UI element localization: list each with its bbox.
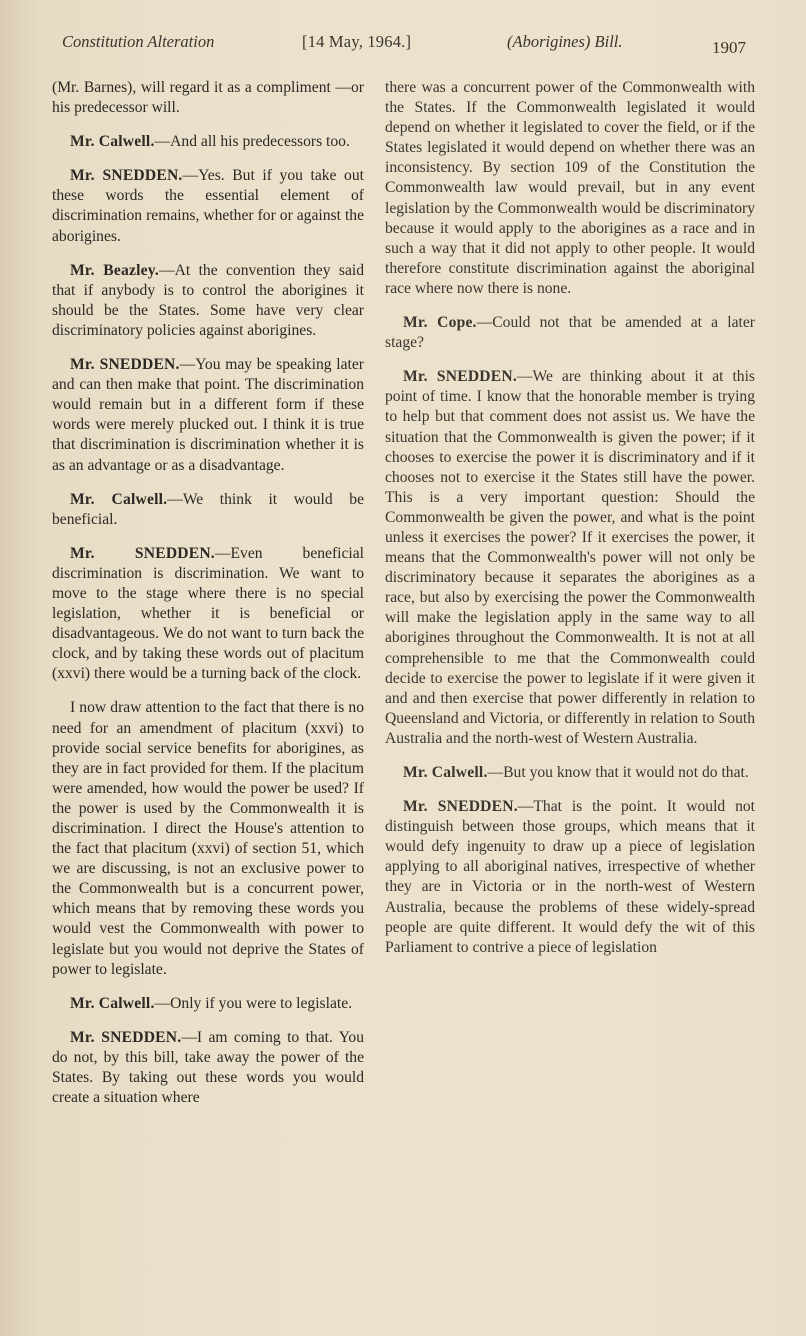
paragraph-text: —We think it would be beneficial. bbox=[52, 490, 364, 528]
speaker-name: Mr. Calwell. bbox=[70, 133, 155, 151]
paragraph bbox=[52, 261, 364, 341]
paragraph bbox=[385, 763, 755, 783]
speaker-name: Mr. Calwell. bbox=[403, 764, 488, 781]
speaker-name: Mr. SNEDDEN. bbox=[70, 167, 183, 185]
speaker-name: Mr. SNEDDEN. bbox=[403, 798, 518, 816]
paragraph bbox=[52, 166, 364, 246]
paragraph-text: —That is the point. It would not distinguish between those groups, which means that it would defy ingenuity to draw up a piece of legislation applying to all aboriginal natives, irrespective of whether they are in Victoria or in the north-west of Western Australia, because the problems of these widely-spread people are quite different. It would defy the wit of this Parliament to contrive a piece of legislation bbox=[385, 798, 755, 956]
paragraph bbox=[385, 367, 755, 749]
running-header bbox=[62, 32, 762, 60]
paragraph-text: —Yes. But if you take out these words the essential element of discrimination remains, whether for or against the aborigines. bbox=[52, 167, 364, 245]
speaker-name: Mr. SNEDDEN. bbox=[403, 368, 517, 386]
page-number: 1907 bbox=[712, 38, 746, 57]
speaker-name: Mr. Calwell. bbox=[70, 490, 168, 508]
header-bill-subtitle: (Aborigines) Bill. bbox=[507, 32, 623, 51]
paragraph bbox=[52, 1028, 364, 1108]
paragraph-text: —We are thinking about it at this point of time. I know that the honorable member is trying to help but that comment does not assist us. We have the situation that the Commonwealth is given the power; if it chooses to exercise the power it is discriminatory and if it chooses not to exercise it the States still have the power. This is a very important question: Should the Commonwealth be given the power, and what is the point unless it exercises the power? If it exercises the power, it means that the Commonwealth's power will not only be discriminatory because it separates the aborigines as a race, but also by exercising the power the Commonwealth will make the legislation apply in the same way to all aborigines throughout the Commonwealth. It is not at all comprehensible to me that the Commonwealth could decide to exercise the power to legislate if it were given it and and then exercise that power differently in relation to Queensland and Victoria, or differently in relation to South Australia and the north-west of Western Australia. bbox=[385, 368, 755, 747]
right-column bbox=[385, 78, 755, 972]
header-bill-title: Constitution Alteration bbox=[62, 32, 215, 51]
paragraph-text: —Only if you were to legislate. bbox=[154, 994, 353, 1012]
paragraph-text: I now draw attention to the fact that there is no need for an amendment of placitum (xxvi) to provide social service benefits for aborigines, as they are in fact provided for them. If the placitum were amended, how would the power be used? If the power is used by the Commonwealth it is discrimination. I direct the House's attention to the fact that placitum (xxvi) of section 51, which we are discussing, is not an exclusive power to the Commonwealth but is a concurrent power, which means that by removing these words you would vest the Commonwealth with power to legislate but you would not deprive the States of power to legislate. bbox=[52, 699, 364, 978]
paragraph-text: —Even beneficial discrimination is discrimination. We want to move to the stage where there is no special legislation, whether it is beneficial or disadvantageous. We do not want to turn back the clock, and by taking these words out of placitum (xxvi) there would be a turning back of the clock. bbox=[52, 544, 364, 683]
paragraph bbox=[52, 698, 364, 979]
speaker-name: Mr. Calwell. bbox=[70, 994, 155, 1012]
left-column bbox=[52, 78, 364, 1122]
speaker-name: Mr. Beazley. bbox=[70, 261, 160, 279]
paragraph bbox=[385, 313, 755, 353]
paragraph-text: —But you know that it would not do that. bbox=[487, 764, 749, 781]
paragraph bbox=[52, 490, 364, 530]
paragraph bbox=[385, 78, 755, 299]
speaker-name: Mr. SNEDDEN. bbox=[70, 1028, 182, 1046]
paragraph bbox=[52, 355, 364, 476]
speaker-name: Mr. Cope. bbox=[403, 314, 477, 332]
paragraph bbox=[385, 797, 755, 958]
paragraph bbox=[52, 132, 364, 152]
paragraph-text: —I am coming to that. You do not, by this bill, take away the power of the States. By taking out these words you would create a situation where bbox=[52, 1028, 364, 1107]
paragraph bbox=[52, 544, 364, 685]
speaker-name: Mr. SNEDDEN. bbox=[70, 356, 180, 374]
speaker-name: Mr. SNEDDEN. bbox=[70, 544, 215, 562]
header-date: [14 May, 1964.] bbox=[302, 32, 412, 51]
paragraph-text: —At the convention they said that if anybody is to control the aborigines it should be the States. Some have very clear discriminatory policies against aborigines. bbox=[52, 261, 364, 339]
paragraph-text: —Could not that be amended at a later stage? bbox=[385, 314, 755, 352]
paragraph-text: there was a concurrent power of the Commonwealth with the States. If the Commonwealth legislated it would depend on whether it legislated to cover the field, or if the States legislated it would depend on whether there was an inconsistency. By section 109 of the Constitution the Commonwealth law would prevail, but in any event legislation by the Commonwealth would be discriminatory because it would apply to the aborigines as a race and in such a way that it did not apply to other people. It would therefore constitute discrimination against the aboriginal race where now there is none. bbox=[385, 79, 755, 297]
paragraph bbox=[52, 994, 364, 1014]
paragraph-text: —And all his predecessors too. bbox=[154, 133, 350, 151]
paragraph-text: —You may be speaking later and can then make that point. The discrimination would remain but in a different form if these words were merely plucked out. I think it is true that discrimination is discrimination whether it is as an advantage or as a disadvantage. bbox=[52, 356, 364, 474]
paragraph bbox=[52, 78, 364, 118]
paragraph-text: (Mr. Barnes), will regard it as a compliment —or his predecessor will. bbox=[52, 79, 364, 117]
